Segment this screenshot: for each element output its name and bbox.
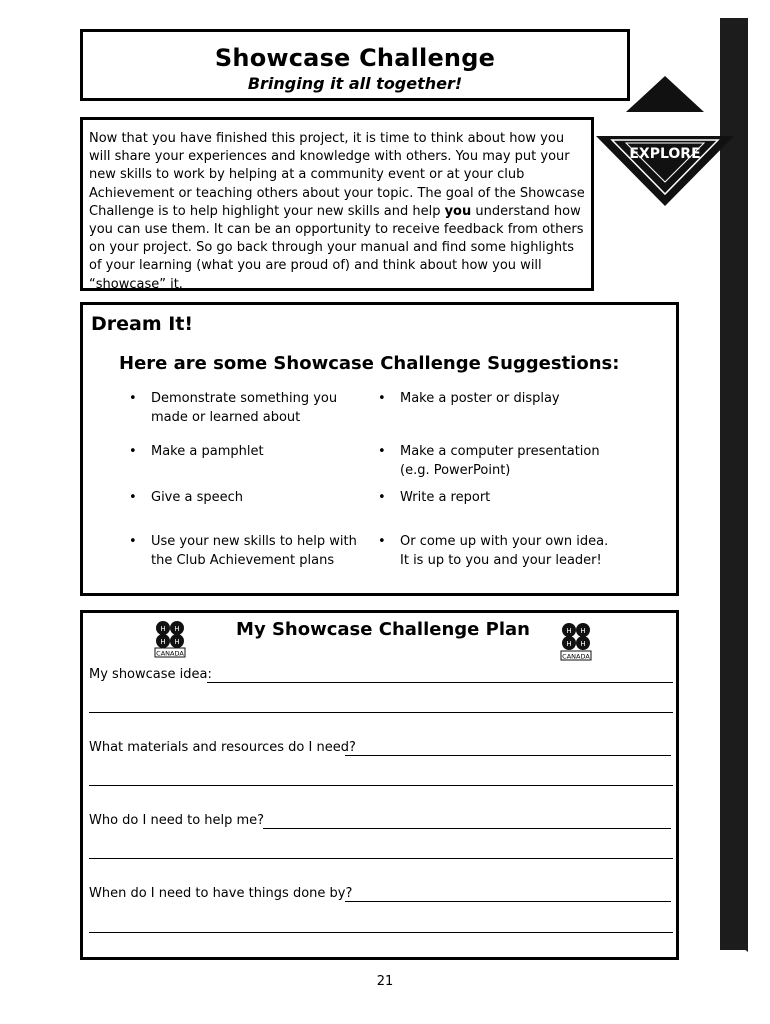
question-materials: What materials and resources do I need? [89,740,356,755]
suggestion-item: • Make a pamphlet [129,444,264,459]
intro-emphasis: you [444,203,472,219]
svg-text:H: H [160,625,166,633]
svg-text:H: H [174,625,180,633]
plan-title: My Showcase Challenge Plan [236,619,530,640]
answer-line-deadlines-2[interactable] [89,932,673,933]
intro-box [80,117,594,291]
dream-it-heading: Dream It! [91,313,194,335]
answer-line-materials-2[interactable] [89,785,673,786]
svg-text:CANADA: CANADA [562,652,590,661]
four-h-clover-logo-right [553,617,599,663]
suggestion-item: • Use your new skills to help with the Club Achievement plans [129,534,357,568]
svg-text:H: H [580,627,586,635]
suggestion-item: • Make a poster or display [378,391,560,406]
answer-line-helpers[interactable] [263,828,671,829]
intro-text-before: Now that you have finished this project, it is time to think about how you will share your experiences and knowledge with others. You may put your new skills to work by helping at a community event or at your club Achievement or teaching others about your topic. The goal of the Showcase Challenge is to help highlight your new skills and help [89,131,585,219]
answer-line-showcase-idea[interactable] [207,682,673,683]
intro-text-after: understand how you can use them. It can be an opportunity to receive feedback from others on your project. So go back through your manual and find some highlights of your learning (what you are proud of) and think about how you will “showcase” it. [89,203,584,292]
four-h-clover-logo-left [147,617,193,659]
answer-line-helpers-2[interactable] [89,858,673,859]
svg-text:CANADA: CANADA [156,649,184,658]
question-helpers: Who do I need to help me? [89,813,265,828]
suggestion-item: • Make a computer presentation (e.g. PowerPoint) [378,444,600,478]
suggestion-item: • Demonstrate something you made or learned about [129,391,338,425]
question-showcase-idea: My showcase idea: [89,667,212,682]
svg-text:H: H [160,638,166,646]
svg-text:H: H [566,627,572,635]
side-bar-tip [720,930,748,952]
svg-text:H: H [566,640,572,648]
suggestions-heading: Here are some Showcase Challenge Suggestions: [119,353,620,374]
answer-line-materials[interactable] [345,755,671,756]
title-box [80,29,630,101]
intro-paragraph [89,130,585,294]
question-deadlines: When do I need to have things done by? [89,886,353,901]
answer-line-showcase-idea-2[interactable] [89,712,673,713]
suggestion-item: • Or come up with your own idea. It is up to you and your leader! [378,534,609,568]
svg-text:H: H [174,638,180,646]
explore-badge-label: EXPLORE [629,146,701,162]
page-subtitle: Bringing it all together! [247,74,463,93]
svg-text:H: H [580,640,586,648]
dream-it-box [80,302,679,596]
page-title: Showcase Challenge [214,44,496,72]
suggestion-item: • Write a report [378,490,491,505]
suggestion-item: • Give a speech [129,490,244,505]
answer-line-deadlines[interactable] [345,901,671,902]
plan-box [80,610,679,960]
page-number: 21 [376,974,394,989]
